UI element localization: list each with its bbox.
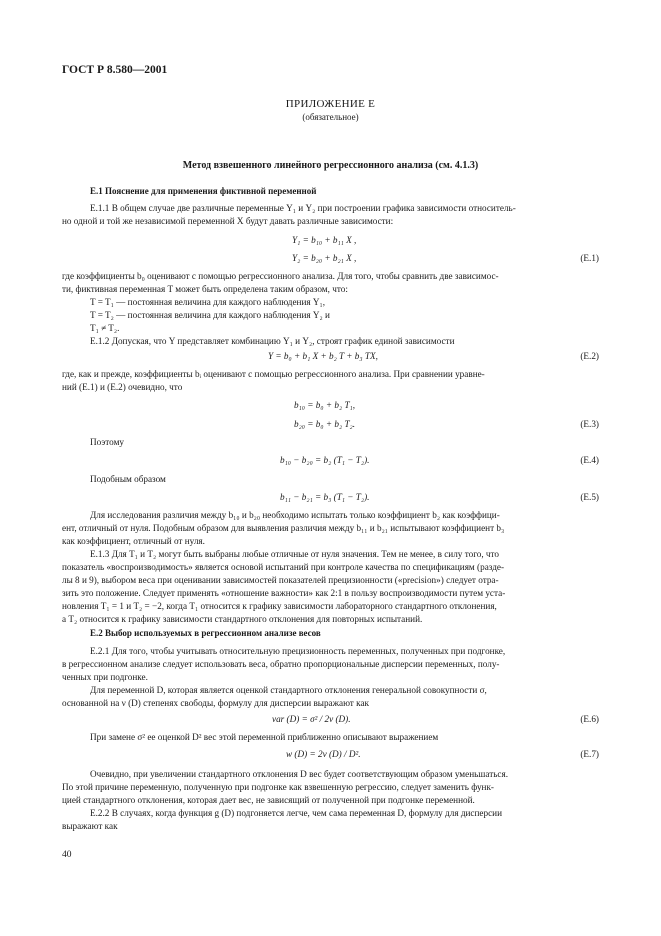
para-e2-1-line1: Е.2.1 Для того, чтобы учитывать относительную прецизионность переменных, полученных при подгонке, xyxy=(90,646,506,656)
para-where-line1: где коэффициенты b₀ оценивают с помощью регрессионного анализа. Для того, чтобы сравнить две зависимос- xyxy=(62,271,499,281)
equation-e3a: b₁₀ = b₀ + b₂ T₁, xyxy=(294,400,356,410)
equation-e3b: b₂₀ = b₀ + b₂ T₂. xyxy=(294,419,356,429)
para-e1-3-line4: зить это положение. Следует применять «отношение важности» как 2:1 в пользу воспроизводимости путем уста- xyxy=(62,588,506,598)
equation-e4: b₁₀ − b₂₀ = b₂ (T₁ − T₂). xyxy=(280,455,370,465)
equation-e1-number: (Е.1) xyxy=(580,253,599,263)
para-investigate-line1: Для исследования различия между b₁₀ и b₂₀ необходимо испытать только коэффициент b₂ как коэффици- xyxy=(90,510,500,520)
para-e1-1-line2: но одной и той же независимой переменной X будут давать различные зависимости: xyxy=(62,216,394,226)
para-variance-line2: основанной на ν (D) степенях свободы, формулу для дисперсии выражают как xyxy=(62,698,369,708)
para-e2-1-line3: ченных при подгонке. xyxy=(62,672,148,682)
list-t2: T = T₂ — постоянная величина для каждого наблюдения Y₂ и xyxy=(90,310,330,320)
equation-e7-number: (Е.7) xyxy=(580,749,599,759)
equation-e3-number: (Е.3) xyxy=(580,419,599,429)
para-investigate-line3: как коэффициент, отличный от нуля. xyxy=(62,536,205,546)
equation-e2: Y = b₀ + b₁ X + b₂ T + b₃ TX, xyxy=(268,351,378,361)
para-e2-2-line2: выражают как xyxy=(62,821,118,831)
para-replacement: При замене σ² ее оценкой D² вес этой переменной приближенно описывают выражением xyxy=(90,732,439,742)
equation-e2-number: (Е.2) xyxy=(580,351,599,361)
section-e2-heading: Е.2 Выбор используемых в регрессионном анализе весов xyxy=(90,628,321,638)
para-e1-2: Е.1.2 Допуская, что Y представляет комбинацию Y₁ и Y₂, строят график единой зависимости xyxy=(90,336,455,346)
para-similarly: Подобным образом xyxy=(90,474,166,484)
equation-e1a: Y₁ = b₁₀ + b₁₁ X , xyxy=(292,235,357,245)
para-e2-2-line1: Е.2.2 В случаях, когда функция g (D) подгоняется легче, чем сама переменная D, формулу для дисперсии xyxy=(90,808,503,818)
equation-e5-number: (Е.5) xyxy=(580,492,599,502)
page-number: 40 xyxy=(62,850,72,860)
para-e1-3-line6: а T₂ относится к графику зависимости стандартного отклонения для повторных испытаний. xyxy=(62,614,423,624)
list-t1: T = T₁ — постоянная величина для каждого наблюдения Y₁, xyxy=(90,297,326,307)
equation-e6-number: (Е.6) xyxy=(580,714,599,724)
para-e1-3-line2: показатель «воспроизводимость» является основой испытаний при контроле качества по спецификациям (разде- xyxy=(62,562,505,572)
section-main-title: Метод взвешенного линейного регрессионного анализа (см. 4.1.3) xyxy=(182,160,479,171)
equation-e5: b₁₁ − b₂₁ = b₃ (T₁ − T₂). xyxy=(280,492,370,502)
para-where3-line1: где, как и прежде, коэффициенты bᵢ оценивают с помощью регрессионного анализа. При сравнении уравне- xyxy=(62,369,485,379)
list-t3: T₁ ≠ T₂. xyxy=(90,323,120,333)
equation-e7: w (D) = 2ν (D) / D². xyxy=(286,749,361,759)
para-variance-line1: Для переменной D, которая является оценкой стандартного отклонения генеральной совокупности σ, xyxy=(90,685,487,695)
para-investigate-line2: ент, отличный от нуля. Подобным образом для выявления различия между b₁₁ и b₂₁ испытывают коэффициент b₃ xyxy=(62,523,505,533)
para-obvious-line3: цией стандартного отклонения, которая дает вес, не зависящий от полученной при подгонке переменной. xyxy=(62,795,475,805)
para-obvious-line1: Очевидно, при увеличении стандартного отклонения D вес будет соответствующим образом уменьшаться. xyxy=(90,769,509,779)
section-e1-heading: Е.1 Пояснение для применения фиктивной переменной xyxy=(90,186,317,196)
appendix-title: ПРИЛОЖЕНИЕ Е xyxy=(285,98,376,110)
para-e1-3-line5: новления T₁ = 1 и T₂ = −2, когда T₁ относится к графику зависимости лабораторного стандартного отклонения, xyxy=(62,601,497,611)
para-e1-3-line1: Е.1.3 Для T₁ и T₂ могут быть выбраны любые отличные от нуля значения. Тем не менее, в силу того, что xyxy=(90,549,500,559)
para-where-line2: ти, фиктивная переменная T может быть определена таким образом, что: xyxy=(62,284,348,294)
equation-e4-number: (Е.4) xyxy=(580,455,599,465)
para-e1-3-line3: лы 8 и 9), выбором веса при оценивании зависимостей показателей прецизионности («precision») следует отра- xyxy=(62,575,499,585)
appendix-subtitle: (обязательное) xyxy=(302,112,359,122)
para-obvious-line2: По этой причине переменную, полученную при подгонке как взвешенную регрессию, следует заменить функ- xyxy=(62,782,494,792)
para-e2-1-line2: в регрессионном анализе следует использовать веса, обратно пропорциональные дисперсии переменных, полу- xyxy=(62,659,500,669)
para-e1-1-line1: Е.1.1 В общем случае две различные переменные Y₁ и Y₂ при построении графика зависимости относитель- xyxy=(90,203,516,213)
para-therefore: Поэтому xyxy=(90,437,125,447)
equation-e6: var (D) = σ² / 2ν (D). xyxy=(272,714,351,724)
para-where3-line2: ний (Е.1) и (Е.2) очевидно, что xyxy=(62,382,183,392)
document-header: ГОСТ Р 8.580—2001 xyxy=(62,64,168,76)
equation-e1b: Y₂ = b₂₀ + b₂₁ X , xyxy=(292,253,357,263)
